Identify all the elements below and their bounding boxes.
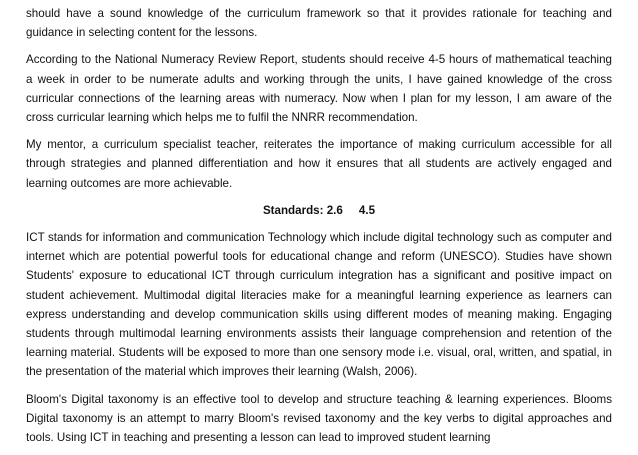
document-page xyxy=(26,4,612,455)
paragraph-ict: ICT stands for information and communication Technology which include digital technology such as computer and internet which are potential powerful tools for educational change and reform (UNESCO). Studies have shown Students' exposure to educational ICT through curriculum integration has a significant and positive impact on student achievement. Multimodal digital literacies make for a meaningful learning experience as learners can express understanding and develop communication skills using different modes of meaning making. Engaging students through multimodal learning environments assists their language comprehension and retention of the learning material. Students will be exposed to more than one sensory mode i.e. visual, oral, written, and spatial, in the presentation of the material which improves their learning (Walsh, 2006). xyxy=(26,231,612,379)
paragraph-curriculum-framework: should have a sound knowledge of the curriculum framework so that it provides rationale for teaching and guidance in selecting content for the lessons. xyxy=(26,7,612,40)
paragraph-blooms-taxonomy: Bloom's Digital taxonomy is an effective tool to develop and structure teaching & learning experiences. Blooms Digital taxonomy is an attempt to marry Bloom's revised taxonomy and the key verbs to digital approaches and tools. Using ICT in teaching and presenting a lesson can lead to improved student learning xyxy=(26,392,612,445)
standards-heading: Standards: 2.6 4.5 xyxy=(262,203,376,217)
paragraph-numeracy-review: According to the National Numeracy Review Report, students should receive 4-5 hours of mathematical teaching a week in order to be numerate adults and working through the units, I have gained knowledge of the cross curricular connections of the learning areas with numeracy. Now when I plan for my lesson, I am aware of the cross curricular learning which helps me to fulfil the NNRR recommendation. xyxy=(26,53,612,125)
paragraph-mentor: My mentor, a curriculum specialist teacher, reiterates the importance of making curriculum accessible for all through strategies and planned differentiation and how it ensures that all students are actively engaged and learning outcomes are more achievable. xyxy=(26,138,612,190)
